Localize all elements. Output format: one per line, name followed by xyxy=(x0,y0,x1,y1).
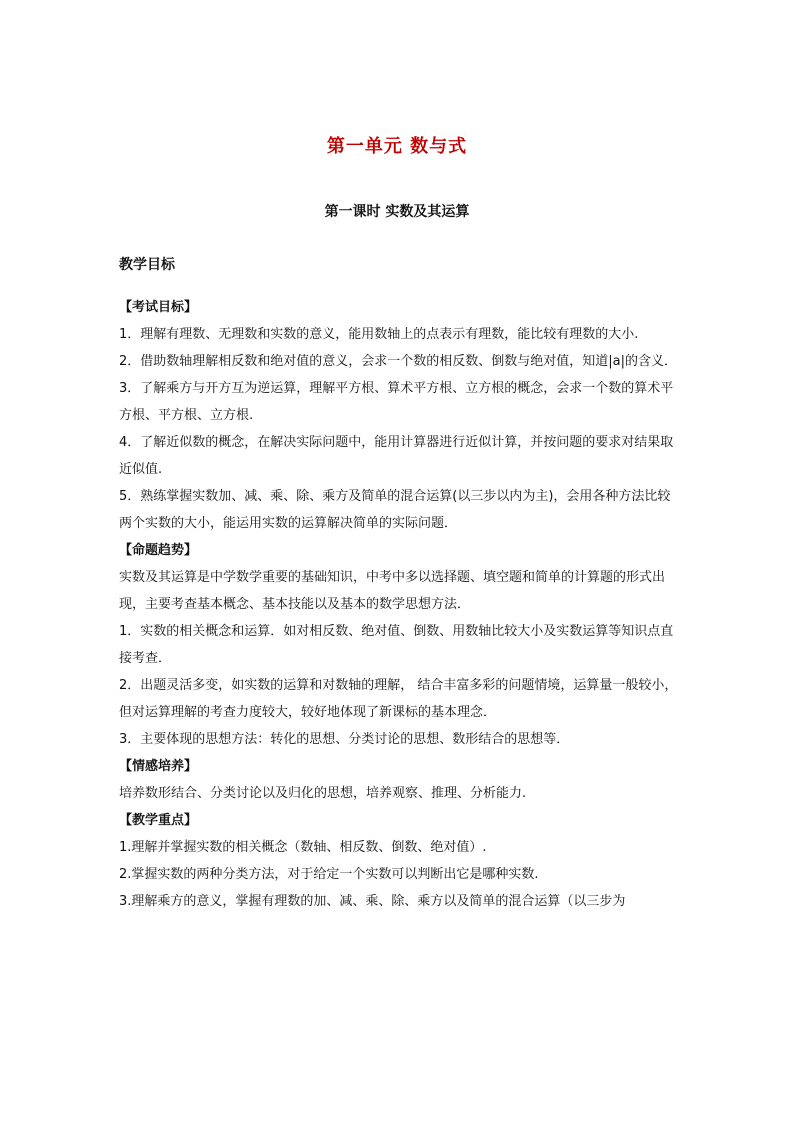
trend-intro: 实数及其运算是中学数学重要的基础知识，中考中多以选择题、填空题和简单的计算题的形式出现，主要考查基本概念、基本技能以及基本的数学思想方法． xyxy=(119,570,666,612)
emotion-heading: 【情感培养】 xyxy=(119,759,198,774)
key-points-heading: 【教学重点】 xyxy=(119,813,198,828)
exam-goal-item: 3．了解乘方与开方互为逆运算，理解平方根、算术平方根、立方根的概念，会求一个数的算术平方根、平方根、立方根. xyxy=(119,381,674,423)
exam-goal-item: 1．理解有理数、无理数和实数的意义，能用数轴上的点表示有理数，能比较有理数的大小. xyxy=(119,327,639,342)
key-point-item: 3.理解乘方的意义，掌握有理数的加、减、乘、除、乘方以及简单的混合运算（以三步为 xyxy=(119,894,626,909)
document-body xyxy=(119,294,679,915)
exam-goal-item: 2．借助数轴理解相反数和绝对值的意义，会求一个数的相反数、倒数与绝对值，知道|a|的含义． xyxy=(119,354,677,369)
key-point-item: 1.理解并掌握实数的相关概念（数轴、相反数、倒数、绝对值）. xyxy=(119,840,487,855)
exam-goals-heading: 【考试目标】 xyxy=(119,300,198,315)
key-point-item: 2.掌握实数的两种分类方法，对于给定一个实数可以判断出它是哪种实数. xyxy=(119,867,539,882)
trend-heading: 【命题趋势】 xyxy=(119,543,198,558)
emotion-text: 培养数形结合、分类讨论以及归化的思想，培养观察、推理、分析能力. xyxy=(119,786,527,801)
trend-item: 2．出题灵活多变，如实数的运算和对数轴的理解， 结合丰富多彩的问题情境，运算量一般较小，但对运算理解的考查力度较大，较好地体现了新课标的基本理念． xyxy=(119,678,678,720)
exam-goal-item: 4．了解近似数的概念，在解决实际问题中，能用计算器进行近似计算，并按问题的要求对结果取近似值. xyxy=(119,435,674,477)
trend-item: 1．实数的相关概念和运算．如对相反数、绝对值、倒数、用数轴比较大小及实数运算等知识点直接考查． xyxy=(119,624,674,666)
section-title: 教学目标 xyxy=(119,257,175,273)
exam-goal-item: 5．熟练掌握实数加、减、乘、除、乘方及简单的混合运算(以三步以内为主)，会用各种方法比较两个实数的大小，能运用实数的运算解决简单的实际问题． xyxy=(119,489,671,531)
unit-title: 第一单元 数与式 xyxy=(326,136,468,157)
trend-item: 3．主要体现的思想方法：转化的思想、分类讨论的思想、数形结合的思想等． xyxy=(119,732,570,747)
lesson-title: 第一课时 实数及其运算 xyxy=(324,204,470,220)
